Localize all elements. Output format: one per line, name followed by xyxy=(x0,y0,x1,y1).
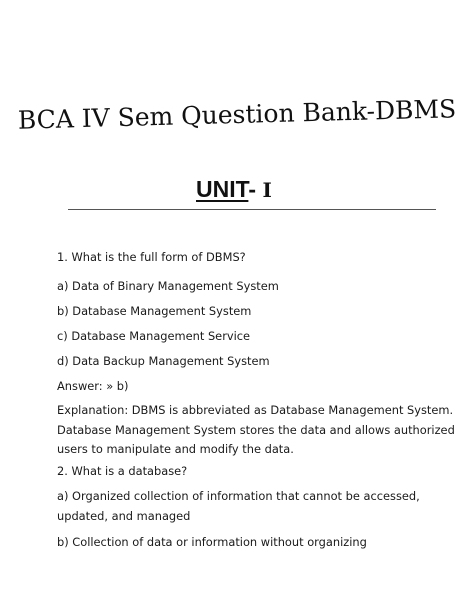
option-line: a) Organized collection of information that cannot be accessed, xyxy=(57,489,420,503)
question-2-option-b: b) Collection of data or information without organizing xyxy=(57,535,367,549)
question-1: 1. What is the full form of DBMS? xyxy=(57,250,246,264)
explanation-line: Explanation: DBMS is abbreviated as Database Management System. xyxy=(57,403,454,417)
question-1-answer: Answer: » b) xyxy=(57,379,129,393)
question-1-option-d: d) Data Backup Management System xyxy=(57,354,270,368)
question-2-option-a xyxy=(57,487,457,526)
question-1-explanation xyxy=(57,401,457,460)
unit-number: I xyxy=(262,178,272,202)
heading-divider xyxy=(68,209,436,210)
explanation-line: users to manipulate and modify the data. xyxy=(57,442,294,456)
question-1-option-a: a) Data of Binary Management System xyxy=(57,279,279,293)
question-2: 2. What is a database? xyxy=(57,464,188,478)
question-1-option-c: c) Database Management Service xyxy=(57,329,251,343)
option-line: updated, and managed xyxy=(57,508,191,523)
unit-heading xyxy=(196,176,272,203)
unit-word: UNIT xyxy=(196,176,249,202)
explanation-line: Database Management System stores the data and allows authorized xyxy=(57,422,455,437)
document-title: BCA IV Sem Question Bank-DBMS xyxy=(17,94,457,135)
unit-separator: - xyxy=(248,176,263,202)
question-1-option-b: b) Database Management System xyxy=(57,304,252,318)
